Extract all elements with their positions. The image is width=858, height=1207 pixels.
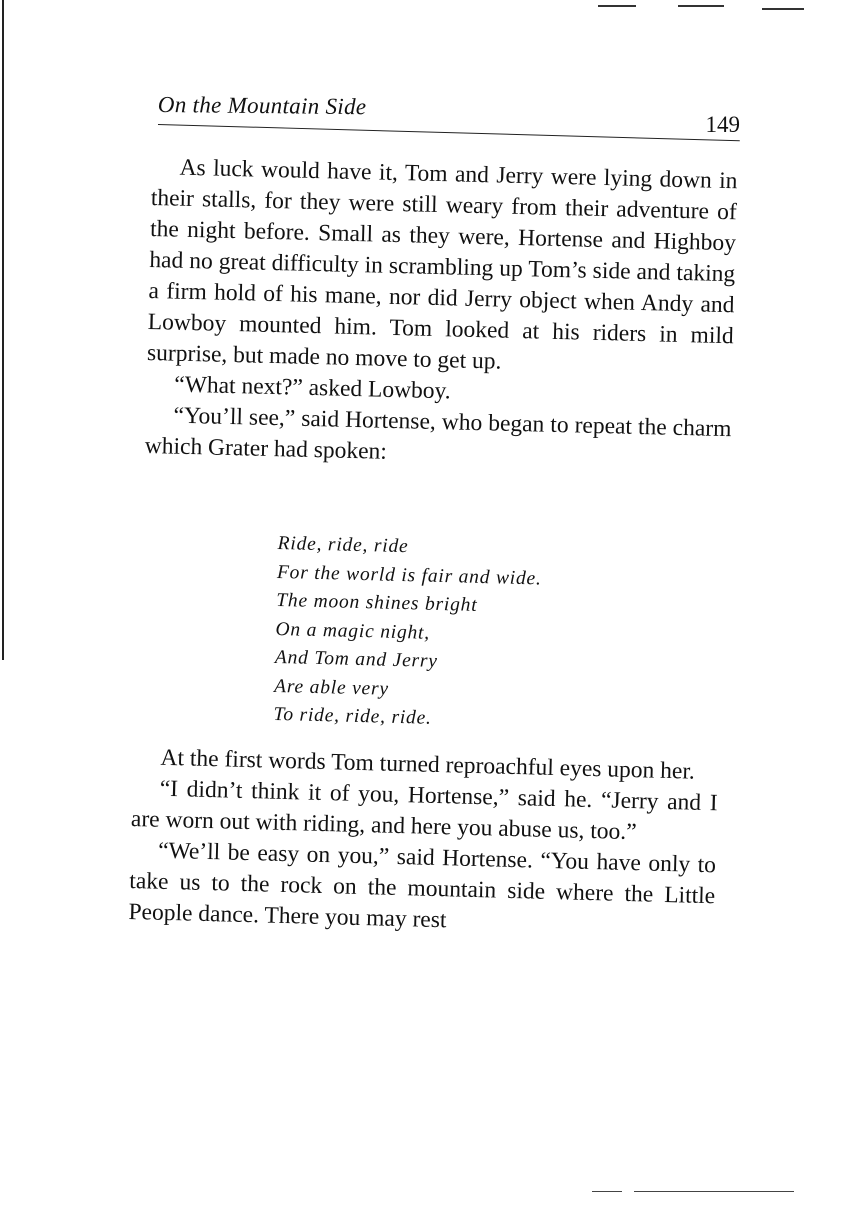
scan-mark bbox=[598, 5, 636, 7]
paragraph: “What next?” asked Lowboy. bbox=[174, 371, 452, 405]
poem-line: On a magic night, bbox=[275, 618, 431, 644]
paragraph: As luck would have it, Tom and Jerry were lying down in their stalls, for they were still weary from their adventure of the night before. Small as they were, Hortense and Highboy had no great difficulty in scrambling up Tom’s side and taking a firm hold of his mane, nor did Jerry object when Andy and Lowboy mounted him. Tom looked at his riders in mild surprise, but made no move to get up. bbox=[146, 154, 738, 375]
scan-mark bbox=[678, 5, 724, 7]
poem-line: The moon shines bright bbox=[276, 589, 478, 616]
paragraph: At the first words Tom turned reproachful eyes upon her. bbox=[160, 744, 696, 785]
running-head: On the Mountain Side bbox=[157, 92, 367, 120]
poem bbox=[273, 530, 638, 738]
poem-line: And Tom and Jerry bbox=[274, 646, 439, 672]
paragraph: “We’ll be easy on you,” said Hortense. “You have only to take us to the rock on the mountain side where the Little People dance. There you may rest bbox=[128, 837, 717, 934]
page-header bbox=[157, 90, 740, 137]
scan-margin-line bbox=[2, 0, 4, 660]
scan-mark bbox=[762, 8, 804, 10]
poem-line: Are able very bbox=[273, 675, 390, 700]
body-text-top bbox=[144, 152, 737, 476]
body-text-bottom bbox=[128, 742, 719, 943]
page-number: 149 bbox=[705, 112, 740, 137]
paragraph: “You’ll see,” said Hortense, who began to repeat the charm which Grater had spoken: bbox=[144, 402, 732, 465]
scan-mark bbox=[592, 1191, 622, 1192]
scan-mark bbox=[634, 1191, 794, 1192]
poem-line: For the world is fair and wide. bbox=[276, 561, 542, 589]
poem-line: Ride, ride, ride bbox=[277, 532, 409, 558]
poem-line: To ride, ride, ride. bbox=[273, 703, 432, 729]
paragraph: “I didn’t think it of you, Hortense,” said he. “Jerry and I are worn out with riding, and here you abuse us, too.” bbox=[130, 775, 718, 846]
